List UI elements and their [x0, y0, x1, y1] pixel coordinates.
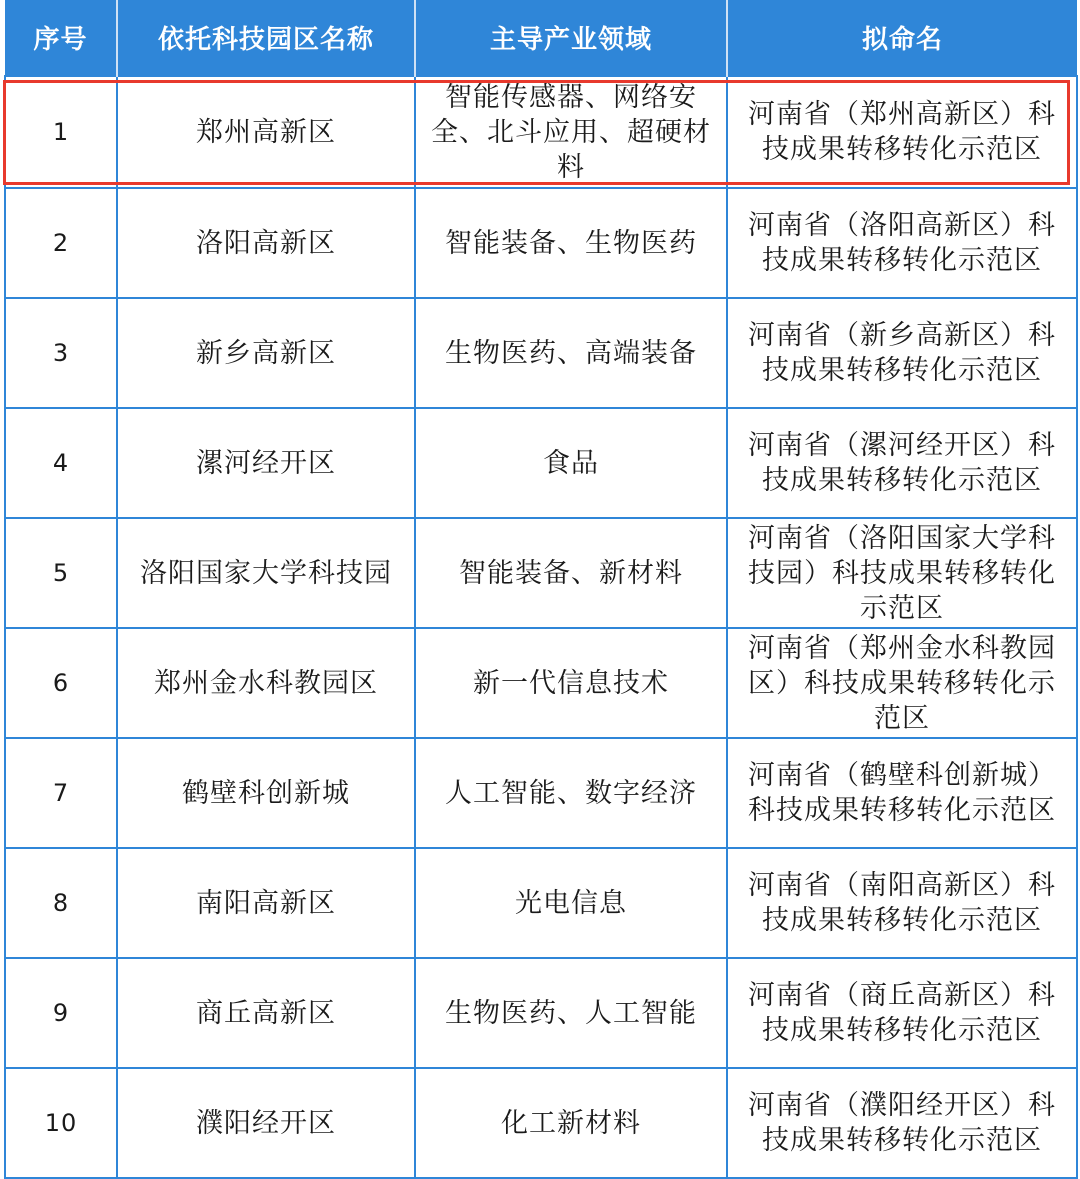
table-row	[5, 188, 1077, 298]
cell-index: 4	[5, 408, 117, 518]
table-row	[5, 958, 1077, 1068]
cell-park-name: 郑州金水科教园区	[117, 628, 415, 738]
cell-proposed-name: 河南省（南阳高新区）科技成果转移转化示范区	[727, 848, 1077, 958]
cell-index: 7	[5, 738, 117, 848]
header-row	[5, 0, 1077, 76]
table-row	[5, 1068, 1077, 1178]
cell-industry: 智能装备、新材料	[415, 518, 727, 628]
cell-industry: 生物医药、高端装备	[415, 298, 727, 408]
table-row	[5, 408, 1077, 518]
cell-park-name: 洛阳高新区	[117, 188, 415, 298]
table-row	[5, 738, 1077, 848]
cell-index: 6	[5, 628, 117, 738]
cell-index: 9	[5, 958, 117, 1068]
cell-index: 3	[5, 298, 117, 408]
cell-index: 10	[5, 1068, 117, 1178]
cell-industry: 人工智能、数字经济	[415, 738, 727, 848]
table-body	[5, 76, 1077, 1178]
cell-park-name: 漯河经开区	[117, 408, 415, 518]
cell-proposed-name: 河南省（鹤壁科创新城）科技成果转移转化示范区	[727, 738, 1077, 848]
cell-proposed-name: 河南省（商丘高新区）科技成果转移转化示范区	[727, 958, 1077, 1068]
cell-park-name: 南阳高新区	[117, 848, 415, 958]
cell-index: 5	[5, 518, 117, 628]
cell-proposed-name: 河南省（洛阳高新区）科技成果转移转化示范区	[727, 188, 1077, 298]
cell-proposed-name: 河南省（新乡高新区）科技成果转移转化示范区	[727, 298, 1077, 408]
cell-park-name: 濮阳经开区	[117, 1068, 415, 1178]
cell-proposed-name: 河南省（郑州金水科教园区）科技成果转移转化示范区	[727, 628, 1077, 738]
cell-park-name: 鹤壁科创新城	[117, 738, 415, 848]
table-row	[5, 76, 1077, 188]
cell-proposed-name: 河南省（郑州高新区）科技成果转移转化示范区	[727, 76, 1077, 188]
cell-industry: 智能装备、生物医药	[415, 188, 727, 298]
header-industry: 主导产业领域	[415, 0, 727, 76]
cell-industry: 生物医药、人工智能	[415, 958, 727, 1068]
table-row	[5, 848, 1077, 958]
table-row	[5, 298, 1077, 408]
header-index: 序号	[5, 0, 117, 76]
cell-index: 2	[5, 188, 117, 298]
cell-industry: 食品	[415, 408, 727, 518]
cell-industry: 智能传感器、网络安全、北斗应用、超硬材料	[415, 76, 727, 188]
park-table	[4, 0, 1078, 1179]
cell-park-name: 商丘高新区	[117, 958, 415, 1068]
cell-industry: 化工新材料	[415, 1068, 727, 1178]
table-row	[5, 518, 1077, 628]
table-header	[5, 0, 1077, 76]
cell-proposed-name: 河南省（濮阳经开区）科技成果转移转化示范区	[727, 1068, 1077, 1178]
cell-park-name: 郑州高新区	[117, 76, 415, 188]
cell-proposed-name: 河南省（漯河经开区）科技成果转移转化示范区	[727, 408, 1077, 518]
cell-index: 1	[5, 76, 117, 188]
cell-index: 8	[5, 848, 117, 958]
cell-industry: 新一代信息技术	[415, 628, 727, 738]
header-park-name: 依托科技园区名称	[117, 0, 415, 76]
cell-industry: 光电信息	[415, 848, 727, 958]
cell-proposed-name: 河南省（洛阳国家大学科技园）科技成果转移转化示范区	[727, 518, 1077, 628]
table-row	[5, 628, 1077, 738]
cell-park-name: 新乡高新区	[117, 298, 415, 408]
cell-park-name: 洛阳国家大学科技园	[117, 518, 415, 628]
header-proposed-name: 拟命名	[727, 0, 1077, 76]
